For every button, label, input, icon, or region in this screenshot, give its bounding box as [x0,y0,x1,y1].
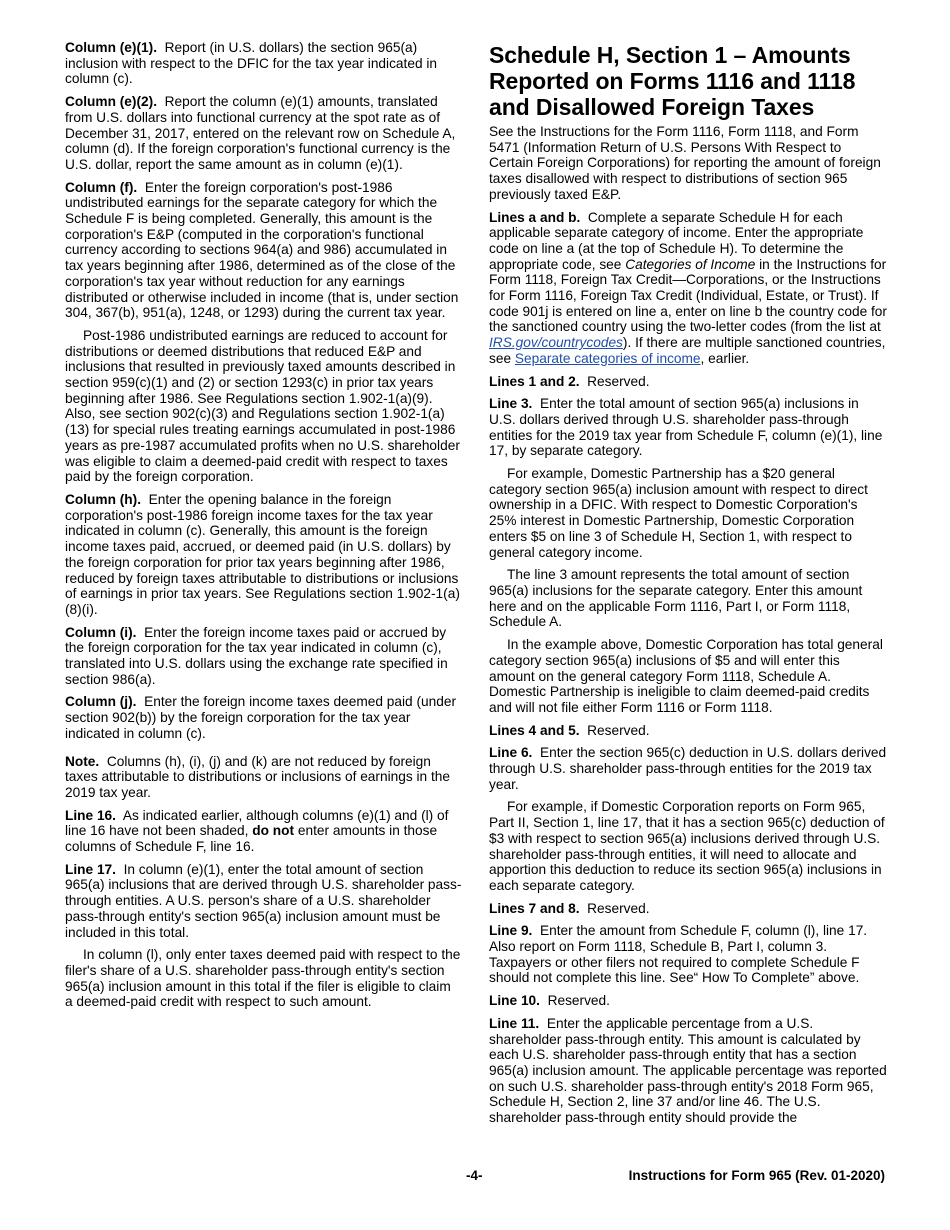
lines-7-8-paragraph: Lines 7 and 8. Reserved. [489,900,650,916]
line-17-column-l-paragraph: In column (l), only enter taxes deemed paid with respect to the filer's share of a U.S. shareholder pass-through entity's section 965(a) inclusion amount in this total if the filer is eligible to claim a deemed-paid credit with respect to such amount. [65,947,461,1010]
form-title: Instructions for Form 965 (Rev. 01-2020) [628,1168,885,1183]
line-6-paragraph: Line 6. Enter the section 965(c) deduction in U.S. dollars derived through U.S. shareholder pass-through entities for the 2019 tax year. [489,745,887,792]
column-e2-paragraph: Column (e)(2). Report the column (e)(1) amounts, translated from U.S. dollars into functional currency at the spot rate as of December 31, 2017, entered on the relevant row on Schedule A, column (d). If the foreign corporation's functional currency is the U.S. dollar, report the same amount as in column (e)(1). [65,94,456,172]
line-3-amount-paragraph: The line 3 amount represents the total amount of section 965(a) inclusions for the separate category. Enter this amount here and on the applicable Form 1116, Part I, or Form 1118, Schedule A. [489,567,863,630]
column-h-paragraph: Column (h). Enter the opening balance in the foreign corporation's post-1986 foreign income taxes for the tax year indicated in column (c). Generally, this amount is the foreign income taxes paid, accrued, or deemed paid (in U.S. dollars) by the foreign corporation for prior tax years beginning after 1986, reduced by foreign taxes attributable to distributions or inclusions of earnings in prior tax years. See Regulations section 1.902-1(a)(8)(i). [65,491,460,617]
line-17-paragraph: Line 17. In column (e)(1), enter the total amount of section 965(a) inclusions that are derived through U.S. shareholder pass-through entities. A U.S. person's share of a U.S. shareholder pass-through entity's section 965(a) inclusion amount must be included in this total. [65,861,462,940]
note-paragraph: Note. Columns (h), (i), (j) and (k) are not reduced by foreign taxes attributable to distributions or inclusions of earnings in the 2019 tax year. [65,753,450,800]
lines-4-5-paragraph: Lines 4 and 5. Reserved. [489,722,650,738]
line-3-example-paragraph: For example, Domestic Partnership has a $20 general category section 965(a) inclusion amount with respect to direct ownership in a DFIC. With respect to Domestic Corporation's 25% interest in Domestic Partnership, Domestic Corporation enters $5 on line 3 of Schedule H, Section 1, with respect to general category income. [489,466,868,560]
lines-1-2-paragraph: Lines 1 and 2. Reserved. [489,373,650,389]
line-3-example-continued-paragraph: In the example above, Domestic Corporation has total general category section 965(a) inclusions of $5 and will enter this amount on the general category Form 1118, Schedule A. Domestic Partnership is ineligible to claim deemed-paid credits and will not file either Form 1116 or Form 1118. [489,637,883,715]
post-1986-earnings-paragraph: Post-1986 undistributed earnings are reduced to account for distributions or deemed distributions that reduced E&P and inclusions that resulted in previously taxed amounts described in section 959(c)(1) and (2) or section 1293(c) in prior tax years beginning after 1986. See Regulations section 1.902-1(a)(9). Also, see section 902(c)(3) and Regulations section 1.902-1(a)(13) for special rules treating earnings accumulated in post-1986 years as pre-1987 accumulated profits when no U.S. shareholder was eligible to claim a deemed-paid credit with respect to taxes paid by the foreign corporation. [65,327,460,485]
right-column [489,40,887,1133]
column-e1-paragraph: Column (e)(1). Report (in U.S. dollars) the section 965(a) inclusion with respect to the DFIC for the tax year indicated in column (c). [65,40,438,87]
line-3-paragraph: Line 3. Enter the total amount of section 965(a) inclusions in U.S. dollars derived through U.S. shareholder pass-through entities for the 2019 tax year from Schedule F, column (e)(1), line 17, by separate category. [489,396,883,459]
column-i-paragraph: Column (i). Enter the foreign income taxes paid or accrued by the foreign corporation for the tax year indicated in column (c), translated into U.S. dollars using the exchange rate specified in section 986(a). [65,624,448,687]
column-f-paragraph: Column (f). Enter the foreign corporation's post-1986 undistributed earnings for the separate category for which the Schedule F is being completed. Generally, this amount is the corporation's E&P (computed in the corporation's functional currency according to sections 964(a) and 986) accumulated in tax years beginning after 1986, determined as of the close of the corporation's tax year without reduction for any earnings distributed or otherwise included in income (that is, under section 304, 367(b), 951(a), 1248, or 1293) during the current tax year. [65,179,459,321]
lines-a-b-paragraph: Lines a and b. Complete a separate Schedule H for each applicable separate category of income. Enter the appropriate code on line a (at the top of Schedule H). To determine the appropriate code, see Categories of Income in the Instructions for Form 1118, Foreign Tax Credit—Corporations, or the Instructions for Form 1116, Foreign Tax Credit (Individual, Estate, or Trust). If code 901j is entered on line a, enter on line b the country code for the sanctioned country using the two-letter codes (from the list at IRS.gov/countrycodes). If there are multiple sanctioned countries, see Separate categories of income, earlier. [489,209,887,366]
country-codes-link[interactable]: IRS.gov/countrycodes [489,335,623,351]
line-6-example-paragraph: For example, if Domestic Corporation reports on Form 965, Part II, Section 1, line 17, that it has a section 965(c) deduction of $3 with respect to section 965(a) inclusions derived through U.S. shareholder pass-through entities, it will need to allocate and apportion this deduction to reduce its section 965(a) inclusions in each separate category. [489,799,885,893]
line-16-paragraph: Line 16. As indicated earlier, although columns (e)(1) and (l) of line 16 have not been shaded, do not enter amounts in those columns of Schedule F, line 16. [65,807,449,855]
section-heading: Schedule H, Section 1 – Amounts Reported on Forms 1116 and 1118 and Disallowed Foreign Taxes [489,42,856,120]
page-number: -4- [466,1168,483,1183]
line-10-paragraph: Line 10. Reserved. [489,993,610,1009]
separate-categories-link[interactable]: Separate categories of income [514,350,701,366]
intro-paragraph: See the Instructions for the Form 1116, Form 1118, and Form 5471 (Information Return of U.S. Persons With Respect to Certain Foreign Corporations) for reporting the amount of foreign taxes disallowed with respect to distributions of section 965 previously taxed E&P. [489,124,881,202]
column-j-paragraph: Column (j). Enter the foreign income taxes deemed paid (under section 902(b)) by the foreign corporation for the tax year indicated in column (c). [65,694,457,741]
left-column [65,40,462,1017]
line-11-paragraph: Line 11. Enter the applicable percentage from a U.S. shareholder pass-through entity. This amount is calculated by each U.S. shareholder pass-through entity that has a section 965(a) inclusion amount. The applicable percentage was reported on such U.S. shareholder pass-through entity's 2018 Form 965, Schedule H, Section 2, line 37 and/or line 46. The U.S. shareholder pass-through entity should provide the [489,1015,887,1126]
line-9-paragraph: Line 9. Enter the amount from Schedule F, column (l), line 17. Also report on Form 1118, Schedule B, Part I, column 3. Taxpayers or other filers not required to complete Schedule F should not complete this line. See“ How To Complete” above. [489,923,868,986]
